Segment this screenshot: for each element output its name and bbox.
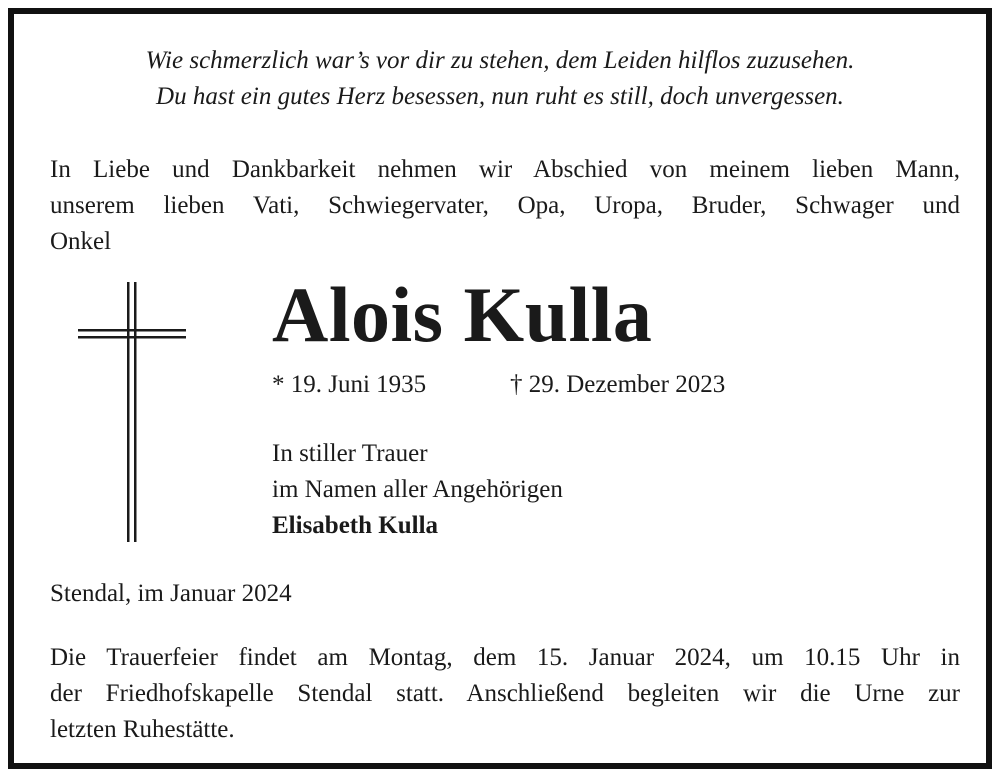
service-line-1: Die Trauerfeier findet am Montag, dem 15. Januar 2024, um 10.15 Uhr in: [50, 644, 960, 671]
place-date: Stendal, im Januar 2024: [50, 580, 292, 607]
mourning-line-2: im Namen aller Angehörigen: [272, 476, 563, 503]
mourning-block: [272, 436, 563, 544]
obituary-notice: [8, 8, 992, 769]
intro-line-2: unserem lieben Vati, Schwiegervater, Opa, Uropa, Bruder, Schwager und: [50, 192, 960, 219]
poem-line-2: Du hast ein gutes Herz besessen, nun ruht es still, doch unvergessen.: [156, 83, 844, 110]
service-line-3: letzten Ruhestätte.: [50, 716, 235, 743]
intro-line-1: In Liebe und Dankbarkeit nehmen wir Abschied von meinem lieben Mann,: [50, 156, 960, 183]
intro-line-3: Onkel: [50, 228, 112, 255]
service-info: [50, 640, 960, 748]
cross-icon: [74, 282, 194, 542]
service-line-2: der Friedhofskapelle Stendal statt. Anschließend begleiten wir die Urne zur: [50, 680, 960, 707]
mourning-line-1: In stiller Trauer: [272, 440, 428, 467]
signer-name: Elisabeth Kulla: [272, 512, 439, 539]
poem-line-1: Wie schmerzlich war’s vor dir zu stehen, dem Leiden hilflos zuzusehen.: [145, 47, 855, 74]
intro-text: [50, 152, 960, 260]
deceased-name: Alois Kulla: [272, 271, 653, 358]
death-date: † 29. Dezember 2023: [510, 371, 726, 398]
birth-date: * 19. Juni 1935: [272, 371, 427, 398]
